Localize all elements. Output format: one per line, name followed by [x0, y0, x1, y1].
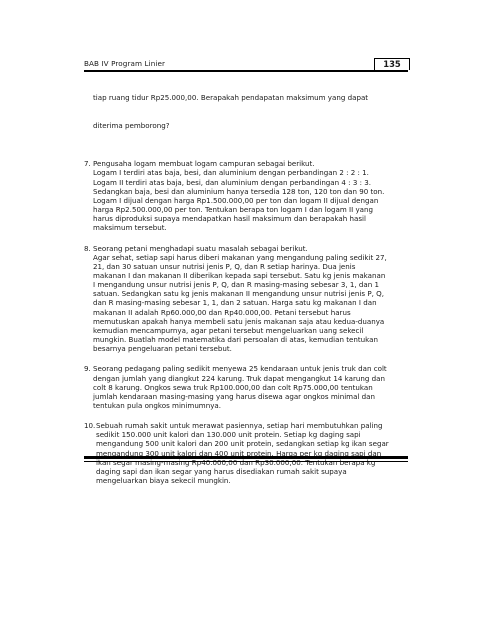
- text-line: Logam I terdiri atas baja, besi, dan aluminium dengan perbandingan 2 : 2 : 1.: [93, 168, 369, 178]
- text-line: Sebuah rumah sakit untuk merawat pasiennya, setiap hari membutuhkan paling: [96, 421, 383, 431]
- text-line: Agar sehat, setiap sapi harus diberi makanan yang mengandung paling sedikit 27,: [93, 252, 387, 262]
- continuation-text: [84, 75, 408, 148]
- problem-7: [84, 159, 408, 232]
- text-line: makanan II adalah Rp60.000,00 dan Rp40.000,00. Petani tersebut harus: [93, 307, 351, 317]
- problem-number: 8.: [84, 243, 91, 253]
- text-line: Seorang petani menghadapi suatu masalah sebagai berikut.: [93, 243, 308, 253]
- header-rule: [84, 70, 408, 72]
- text-line: mengandung 500 unit kalori dan 200 unit protein, sedangkan setiap kg ikan segar: [96, 439, 389, 449]
- problem-8: [84, 244, 408, 354]
- chapter-title: BAB IV Program Linier: [84, 59, 166, 68]
- text-line: diterima pemborong?: [93, 120, 170, 130]
- footer-rule-thin: [84, 461, 408, 462]
- text-line: Logam II terdiri atas baja, besi, dan aluminium dengan perbandingan 4 : 3 : 3.: [93, 177, 372, 187]
- footer-rule-thick: [84, 456, 408, 459]
- text-line: mengandung 300 unit kalori dan 400 unit protein. Harga per kg daging sapi dan: [96, 448, 382, 458]
- text-line: satuan. Sedangkan satu kg jenis makanan II mengandung unsur nutrisi jenis P, Q,: [93, 289, 384, 299]
- text-line: dan R masing-masing sebesar 1, 1, dan 2 satuan. Harga satu kg makanan I dan: [93, 298, 377, 308]
- text-line: daging sapi dan ikan segar yang harus disediakan rumah sakit supaya: [96, 466, 347, 476]
- problem-number: 10.: [84, 421, 96, 431]
- text-line: 21, dan 30 satuan unsur nutrisi jenis P, Q, dan R setiap harinya. Dua jenis: [93, 261, 356, 271]
- text-line: colt 8 karung. Ongkos sewa truk Rp100.000,00 dan colt Rp75.000,00 tentukan: [93, 382, 373, 392]
- text-line: sedikit 150.000 unit kalori dan 130.000 unit protein. Setiap kg daging sapi: [96, 430, 361, 440]
- text-line: tiap ruang tidur Rp25.000,00. Berapakah pendapatan maksimum yang dapat: [93, 93, 369, 103]
- text-line: harus diproduksi supaya mendapatkan hasil maksimum dan berapakah hasil: [93, 214, 366, 224]
- page-body: [84, 75, 408, 485]
- page-number: 135: [374, 58, 410, 70]
- text-line: Logam I dijual dengan harga Rp1.500.000,00 per ton dan logam II dijual dengan: [93, 195, 379, 205]
- text-line: Sedangkan baja, besi dan aluminium hanya tersedia 128 ton, 120 ton dan 90 ton.: [93, 186, 385, 196]
- text-line: I mengandung unsur nutrisi jenis P, Q, dan R masing-masing sebesar 3, 1, dan 1: [93, 280, 380, 290]
- text-line: dengan jumlah yang diangkut 224 karung. Truk dapat mengangkut 14 karung dan: [93, 373, 385, 383]
- text-line: Seorang pedagang paling sedikit menyewa 25 kendaraan untuk jenis truk dan colt: [93, 364, 387, 374]
- text-line: makanan I dan makanan II diberikan kepada sapi tersebut. Satu kg jenis makanan: [93, 270, 386, 280]
- text-line: harga Rp2.500.000,00 per ton. Tentukan berapa ton logam I dan logam II yang: [93, 205, 374, 215]
- text-line: jumlah kendaraan masing-masing yang harus disewa agar ongkos minimal dan: [93, 391, 376, 401]
- text-line: kemudian mencampurnya, agar petani tersebut mengeluarkan uang sekecil: [93, 325, 364, 335]
- text-line: Pengusaha logam membuat logam campuran sebagai berikut.: [93, 159, 315, 169]
- problem-10: [84, 421, 408, 485]
- text-line: memutuskan apakah hanya membeli satu jenis makanan saja atau kedua-duanya: [93, 316, 385, 326]
- text-line: ikan segar masing-masing Rp40.000,00 dan Rp30.000,00. Tentukan berapa kg: [96, 457, 376, 467]
- problem-number: 7.: [84, 159, 91, 169]
- text-line: besarnya pengeluaran petani tersebut.: [93, 344, 232, 354]
- problem-number: 9.: [84, 364, 91, 374]
- problem-9: [84, 364, 408, 410]
- text-line: mungkin. Buatlah model matematika dari persoalan di atas, kemudian tentukan: [93, 335, 378, 345]
- text-line: tentukan pula ongkos minimumnya.: [93, 401, 222, 410]
- text-line: maksimum tersebut.: [93, 223, 167, 233]
- text-line: mengeluarkan biaya sekecil mungkin.: [96, 476, 231, 486]
